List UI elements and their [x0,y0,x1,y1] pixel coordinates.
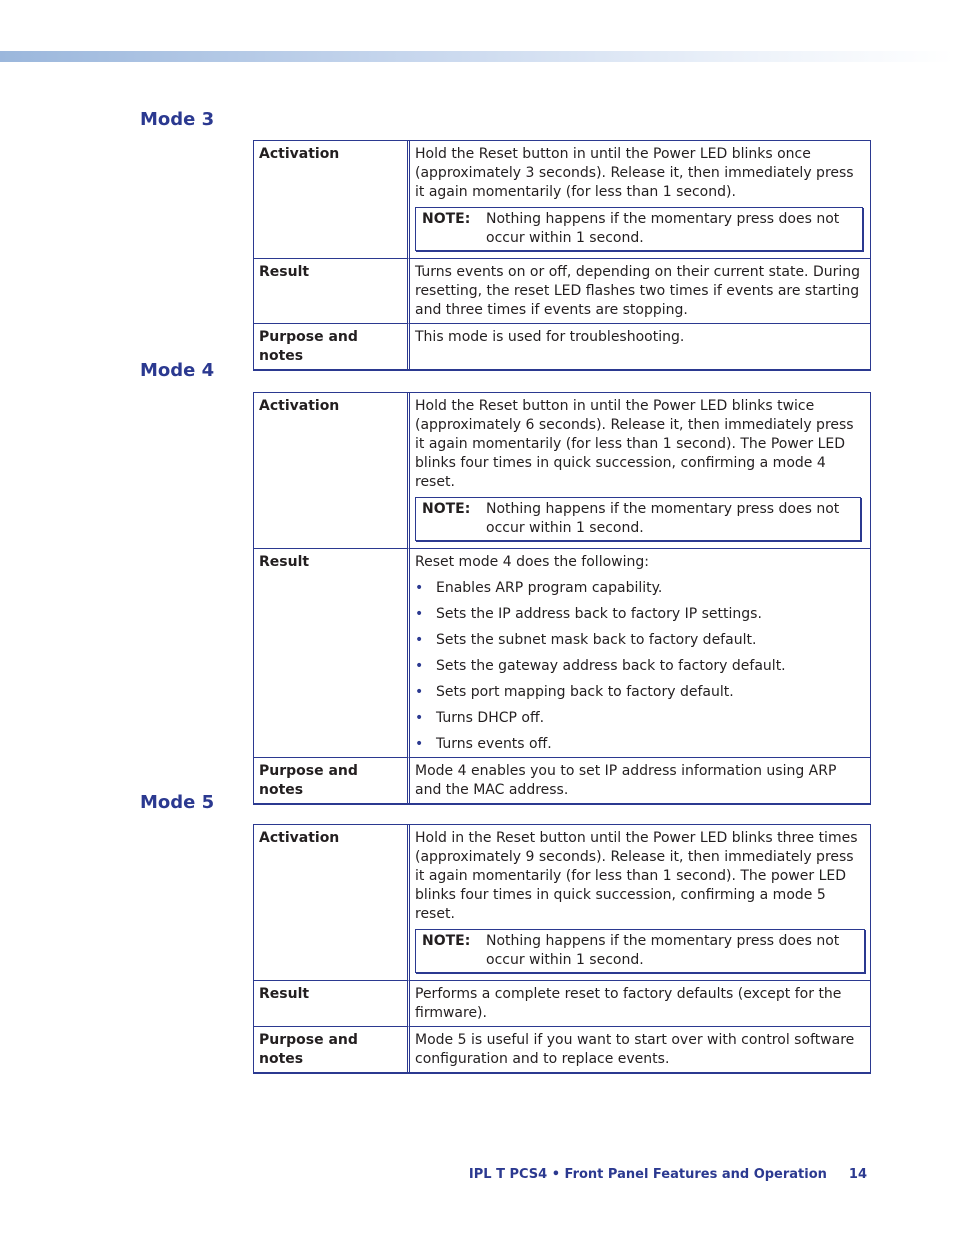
header-gradient-bar [0,51,954,62]
activation-text: Hold the Reset button in until the Power LED blinks twice (approximately 6 seconds). Release it, then immediately press it again momentarily (for less than 1 second). The Power LED blinks four times in quick succession, confirming a mode 4 reset. [415,398,854,490]
bullet-icon: • [415,658,424,674]
activation-text: Hold the Reset button in until the Power LED blinks once (approximately 3 seconds). Release it, then immediately press it again momentarily (for less than 1 second). [415,146,854,200]
activation-cell [410,825,870,980]
table-row [254,548,870,757]
activation-label: Activation [254,393,410,548]
note-label: NOTE: [422,501,471,517]
result-list [415,579,865,754]
activation-text: Hold in the Reset button until the Power LED blinks three times (approximately 9 seconds). Release it, then immediately press it again momentarily (for less than 1 second). The power LED blinks four times in quick succession, confirming a mode 5 reset. [415,830,858,922]
result-label: Result [254,980,410,1026]
note-label: NOTE: [422,211,471,227]
list-item-text: Sets the subnet mask back to factory default. [436,632,757,648]
note-text: Nothing happens if the momentary press does not occur within 1 second. [486,933,840,968]
list-item [415,657,865,676]
bullet-icon: • [415,580,424,596]
bullet-icon: • [415,684,424,700]
activation-cell [410,141,870,258]
list-item-text: Enables ARP program capability. [436,580,663,596]
purpose-text: Mode 4 enables you to set IP address information using ARP and the MAC address. [410,757,870,803]
list-item-text: Turns DHCP off. [436,710,545,726]
activation-label: Activation [254,141,410,258]
purpose-label: Purpose and notes [254,757,410,803]
result-label: Result [254,548,410,757]
note-text: Nothing happens if the momentary press does not occur within 1 second. [486,211,840,246]
result-label: Result [254,258,410,323]
page-footer [469,1167,867,1182]
mode-3-heading: Mode 3 [140,109,215,130]
purpose-label: Purpose and notes [254,323,410,369]
list-item-text: Sets port mapping back to factory default. [436,684,734,700]
purpose-text: Mode 5 is useful if you want to start over with control software configuration and to replace events. [410,1026,870,1072]
table-row [254,825,870,980]
purpose-text: This mode is used for troubleshooting. [410,323,870,369]
bullet-icon: • [415,736,424,752]
result-intro: Reset mode 4 does the following: [415,554,649,570]
table-row [254,1026,870,1072]
result-text: Turns events on or off, depending on their current state. During resetting, the reset LED flashes two times if events are starting and three times if events are stopping. [410,258,870,323]
bullet-icon: • [415,632,424,648]
note-box [415,207,863,251]
result-cell [410,548,870,757]
table-row [254,258,870,323]
list-item [415,605,865,624]
activation-label: Activation [254,825,410,980]
table-row [254,141,870,258]
list-item [415,683,865,702]
list-item-text: Sets the IP address back to factory IP settings. [436,606,762,622]
mode-5-table [253,824,871,1074]
activation-cell [410,393,870,548]
table-row [254,757,870,803]
note-box [415,929,865,973]
table-row [254,980,870,1026]
bullet-icon: • [415,710,424,726]
purpose-label: Purpose and notes [254,1026,410,1072]
list-item-text: Sets the gateway address back to factory default. [436,658,786,674]
note-box [415,497,861,541]
note-text: Nothing happens if the momentary press does not occur within 1 second. [486,501,840,536]
mode-3-table [253,140,871,371]
list-item [415,631,865,650]
list-item [415,579,865,598]
mode-4-table [253,392,871,805]
list-item [415,735,865,754]
footer-title: IPL T PCS4 • Front Panel Features and Operation [468,1167,827,1182]
table-row [254,393,870,548]
note-label: NOTE: [422,933,471,949]
mode-5-heading: Mode 5 [140,792,215,813]
result-text: Performs a complete reset to factory defaults (except for the firmware). [410,980,870,1026]
page-number: 14 [848,1167,867,1182]
bullet-icon: • [415,606,424,622]
list-item [415,709,865,728]
list-item-text: Turns events off. [436,736,552,752]
mode-4-heading: Mode 4 [140,360,215,381]
table-row [254,323,870,369]
